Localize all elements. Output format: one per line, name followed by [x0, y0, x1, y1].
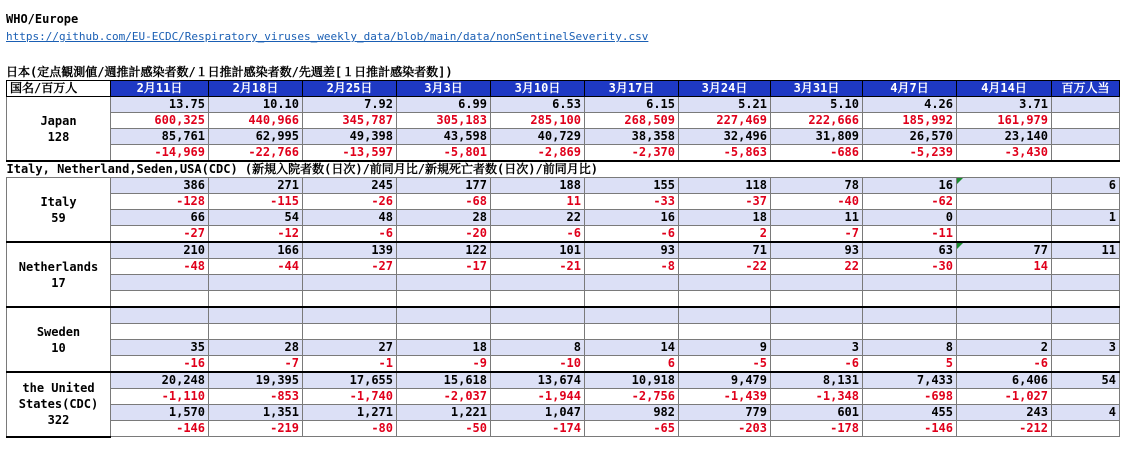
value-cell: 48	[303, 210, 397, 226]
value-cell: 28	[209, 340, 303, 356]
value-cell: 3.71	[957, 97, 1052, 113]
value-cell: -5,863	[679, 145, 771, 162]
value-cell	[397, 291, 491, 308]
value-cell: 9,479	[679, 372, 771, 389]
value-cell: -5,239	[863, 145, 957, 162]
value-cell	[1052, 307, 1120, 324]
value-cell: 35	[111, 340, 209, 356]
value-cell: -178	[771, 421, 863, 437]
value-cell: 2	[679, 226, 771, 243]
value-cell: 210	[111, 242, 209, 259]
source-link[interactable]: https://github.com/EU-ECDC/Respiratory_viruses_weekly_data/blob/main/data/nonSentinelSeverity.csv	[6, 30, 649, 43]
value-cell: 118	[679, 178, 771, 194]
value-cell: 271	[209, 178, 303, 194]
value-cell	[303, 275, 397, 291]
value-cell: 16	[585, 210, 679, 226]
value-cell: 177	[397, 178, 491, 194]
value-cell: 54	[1052, 372, 1120, 389]
value-cell: 31,809	[771, 129, 863, 145]
value-cell: 14	[585, 340, 679, 356]
country-cell	[7, 372, 111, 437]
value-cell: 40,729	[491, 129, 585, 145]
value-cell: -6	[771, 356, 863, 373]
value-cell: -7	[771, 226, 863, 243]
value-cell	[771, 291, 863, 308]
table-row	[7, 324, 1120, 340]
value-cell: 13,674	[491, 372, 585, 389]
value-cell: 22	[491, 210, 585, 226]
value-cell: 93	[585, 242, 679, 259]
value-cell: 4	[1052, 405, 1120, 421]
value-cell: 6	[1052, 178, 1120, 194]
section-title-row	[7, 161, 1120, 178]
value-cell: 601	[771, 405, 863, 421]
value-cell: -203	[679, 421, 771, 437]
column-header: 4月7日	[863, 81, 957, 97]
value-cell	[111, 324, 209, 340]
value-cell	[1052, 389, 1120, 405]
table-row	[7, 210, 1120, 226]
country-cell	[7, 178, 111, 243]
value-cell: 27	[303, 340, 397, 356]
column-header: 3月3日	[397, 81, 491, 97]
value-cell: 62,995	[209, 129, 303, 145]
value-cell	[863, 324, 957, 340]
value-cell: -40	[771, 194, 863, 210]
value-cell	[1052, 226, 1120, 243]
column-header: 3月31日	[771, 81, 863, 97]
country-cell	[7, 242, 111, 307]
value-cell: -44	[209, 259, 303, 275]
value-cell: -14,969	[111, 145, 209, 162]
value-cell	[1052, 275, 1120, 291]
table-row	[7, 129, 1120, 145]
value-cell	[679, 275, 771, 291]
value-cell: 243	[957, 405, 1052, 421]
table-row	[7, 405, 1120, 421]
value-cell	[957, 210, 1052, 226]
table-row	[7, 307, 1120, 324]
value-cell: -5,801	[397, 145, 491, 162]
value-cell: -1,944	[491, 389, 585, 405]
value-cell	[209, 291, 303, 308]
value-cell	[771, 324, 863, 340]
value-cell: -1,439	[679, 389, 771, 405]
value-cell	[1052, 421, 1120, 437]
value-cell: 166	[209, 242, 303, 259]
value-cell: 20,248	[111, 372, 209, 389]
value-cell: 18	[679, 210, 771, 226]
value-cell: -2,869	[491, 145, 585, 162]
value-cell: 6.99	[397, 97, 491, 113]
data-table	[6, 80, 1120, 438]
value-cell: 139	[303, 242, 397, 259]
value-cell: 6	[585, 356, 679, 373]
value-cell	[111, 275, 209, 291]
value-cell: 5	[863, 356, 957, 373]
value-cell: 3	[771, 340, 863, 356]
value-cell	[957, 194, 1052, 210]
value-cell: 7.92	[303, 97, 397, 113]
section-title: Italy, Netherland,Seden,USA(CDC) (新規入院者数(日次)/前同月比/新規死亡者数(日次)/前同月比)	[7, 161, 1120, 178]
value-cell: 1	[1052, 210, 1120, 226]
value-cell: -5	[679, 356, 771, 373]
column-header: 3月17日	[585, 81, 679, 97]
value-cell: 188	[491, 178, 585, 194]
value-cell	[491, 307, 585, 324]
value-cell: 11	[1052, 242, 1120, 259]
value-cell	[1052, 113, 1120, 129]
value-cell	[585, 307, 679, 324]
value-cell: 8	[863, 340, 957, 356]
value-cell: -698	[863, 389, 957, 405]
value-cell: 2	[957, 340, 1052, 356]
value-cell: 49,398	[303, 129, 397, 145]
value-cell: -174	[491, 421, 585, 437]
value-cell	[491, 291, 585, 308]
value-cell: -128	[111, 194, 209, 210]
value-cell: -7	[209, 356, 303, 373]
value-cell	[1052, 129, 1120, 145]
value-cell: -30	[863, 259, 957, 275]
table-title: 日本(定点観測値/週推計感染者数/１日推計感染者数/先週差[１日推計感染者数])	[6, 65, 453, 79]
value-cell: 245	[303, 178, 397, 194]
value-cell: 1,351	[209, 405, 303, 421]
value-cell: -22	[679, 259, 771, 275]
value-cell	[957, 291, 1052, 308]
value-cell: -1,027	[957, 389, 1052, 405]
country-population: 10	[51, 340, 66, 355]
value-cell: 440,966	[209, 113, 303, 129]
column-header: 2月25日	[303, 81, 397, 97]
value-cell: 7,433	[863, 372, 957, 389]
table-row	[7, 242, 1120, 259]
table-row	[7, 291, 1120, 308]
value-cell: 5.21	[679, 97, 771, 113]
value-cell	[303, 307, 397, 324]
value-cell: -50	[397, 421, 491, 437]
value-cell: 11	[771, 210, 863, 226]
value-cell	[863, 307, 957, 324]
value-cell: 3	[1052, 340, 1120, 356]
value-cell: -1	[303, 356, 397, 373]
value-cell	[1052, 194, 1120, 210]
value-cell: 6.15	[585, 97, 679, 113]
value-cell: -21	[491, 259, 585, 275]
column-header: 2月18日	[209, 81, 303, 97]
table-row	[7, 421, 1120, 437]
value-cell: 1,221	[397, 405, 491, 421]
value-cell	[303, 324, 397, 340]
value-cell	[679, 291, 771, 308]
value-cell: -1,740	[303, 389, 397, 405]
value-cell: -6	[585, 226, 679, 243]
value-cell: 15,618	[397, 372, 491, 389]
value-cell: -212	[957, 421, 1052, 437]
value-cell: 66	[111, 210, 209, 226]
value-cell: 101	[491, 242, 585, 259]
country-cell	[7, 307, 111, 372]
value-cell	[1052, 259, 1120, 275]
value-cell: 38,358	[585, 129, 679, 145]
value-cell: 600,325	[111, 113, 209, 129]
value-cell	[397, 307, 491, 324]
value-cell	[111, 291, 209, 308]
value-cell	[585, 275, 679, 291]
source-title: WHO/Europe	[6, 12, 79, 26]
table-row	[7, 372, 1120, 389]
value-cell: -11	[863, 226, 957, 243]
value-cell: -80	[303, 421, 397, 437]
value-cell: -6	[303, 226, 397, 243]
value-cell: -8	[585, 259, 679, 275]
value-cell: -22,766	[209, 145, 303, 162]
column-header: 4月14日	[957, 81, 1052, 97]
value-cell: 185,992	[863, 113, 957, 129]
value-cell: 18	[397, 340, 491, 356]
value-cell: 10,918	[585, 372, 679, 389]
value-cell	[209, 307, 303, 324]
value-cell: 8,131	[771, 372, 863, 389]
value-cell: 268,509	[585, 113, 679, 129]
value-cell: 54	[209, 210, 303, 226]
value-cell: -27	[111, 226, 209, 243]
value-cell: 455	[863, 405, 957, 421]
value-cell: -9	[397, 356, 491, 373]
value-cell	[1052, 324, 1120, 340]
value-cell	[1052, 291, 1120, 308]
column-header: 百万人当	[1052, 81, 1120, 97]
value-cell: 155	[585, 178, 679, 194]
value-cell	[679, 324, 771, 340]
value-cell	[303, 291, 397, 308]
value-cell: -27	[303, 259, 397, 275]
value-cell: 4.26	[863, 97, 957, 113]
value-cell: 1,570	[111, 405, 209, 421]
country-population: 17	[51, 275, 66, 290]
table-row	[7, 97, 1120, 113]
value-cell	[111, 307, 209, 324]
value-cell: -37	[679, 194, 771, 210]
table-row	[7, 194, 1120, 210]
value-cell: 19,395	[209, 372, 303, 389]
value-cell: 77	[957, 242, 1052, 259]
value-cell: -146	[863, 421, 957, 437]
value-cell: 22	[771, 259, 863, 275]
value-cell	[209, 275, 303, 291]
value-cell: -2,037	[397, 389, 491, 405]
value-cell: -17	[397, 259, 491, 275]
value-cell: -12	[209, 226, 303, 243]
value-cell: 23,140	[957, 129, 1052, 145]
country-population: 322	[47, 413, 70, 428]
value-cell	[491, 324, 585, 340]
value-cell: -48	[111, 259, 209, 275]
value-cell: -26	[303, 194, 397, 210]
value-cell: 5.10	[771, 97, 863, 113]
value-cell: 161,979	[957, 113, 1052, 129]
value-cell	[585, 324, 679, 340]
value-cell: 386	[111, 178, 209, 194]
table-row	[7, 356, 1120, 373]
table-row	[7, 275, 1120, 291]
value-cell: -686	[771, 145, 863, 162]
value-cell	[863, 291, 957, 308]
country-name: the United	[22, 381, 95, 396]
value-cell	[771, 307, 863, 324]
country-name: Netherlands	[18, 259, 99, 274]
value-cell: -65	[585, 421, 679, 437]
value-cell: 78	[771, 178, 863, 194]
value-cell: -68	[397, 194, 491, 210]
column-header: 国名/百万人	[7, 81, 111, 97]
value-cell: -33	[585, 194, 679, 210]
value-cell: -2,370	[585, 145, 679, 162]
table-row	[7, 113, 1120, 129]
value-cell	[679, 307, 771, 324]
value-cell: 6,406	[957, 372, 1052, 389]
table-row	[7, 259, 1120, 275]
value-cell: 6.53	[491, 97, 585, 113]
table-row	[7, 178, 1120, 194]
country-population: 128	[47, 129, 70, 144]
value-cell: 71	[679, 242, 771, 259]
value-cell: 9	[679, 340, 771, 356]
country-cell	[7, 97, 111, 162]
value-cell: 122	[397, 242, 491, 259]
value-cell: 11	[491, 194, 585, 210]
value-cell	[209, 324, 303, 340]
country-population: 59	[51, 210, 66, 225]
value-cell: 10.10	[209, 97, 303, 113]
value-cell: 222,666	[771, 113, 863, 129]
value-cell: 305,183	[397, 113, 491, 129]
value-cell: -20	[397, 226, 491, 243]
value-cell: -115	[209, 194, 303, 210]
value-cell: 285,100	[491, 113, 585, 129]
column-header: 2月11日	[111, 81, 209, 97]
table-row	[7, 145, 1120, 162]
value-cell	[957, 324, 1052, 340]
value-cell: 345,787	[303, 113, 397, 129]
value-cell: -62	[863, 194, 957, 210]
value-cell: 93	[771, 242, 863, 259]
value-cell: 227,469	[679, 113, 771, 129]
value-cell	[1052, 97, 1120, 113]
country-name: Japan	[40, 113, 77, 128]
value-cell	[1052, 356, 1120, 373]
value-cell: 8	[491, 340, 585, 356]
value-cell: -10	[491, 356, 585, 373]
value-cell: -13,597	[303, 145, 397, 162]
value-cell: 779	[679, 405, 771, 421]
value-cell: 1,047	[491, 405, 585, 421]
value-cell: -3,430	[957, 145, 1052, 162]
table-row	[7, 340, 1120, 356]
value-cell: -1,348	[771, 389, 863, 405]
value-cell: 63	[863, 242, 957, 259]
header-row	[7, 81, 1120, 97]
value-cell	[957, 178, 1052, 194]
value-cell	[957, 307, 1052, 324]
value-cell: -6	[491, 226, 585, 243]
value-cell: 28	[397, 210, 491, 226]
value-cell	[771, 275, 863, 291]
value-cell: -16	[111, 356, 209, 373]
value-cell: 26,570	[863, 129, 957, 145]
column-header: 3月24日	[679, 81, 771, 97]
table-row	[7, 389, 1120, 405]
value-cell	[1052, 145, 1120, 162]
value-cell	[863, 275, 957, 291]
table-row	[7, 226, 1120, 243]
value-cell: 13.75	[111, 97, 209, 113]
column-header: 3月10日	[491, 81, 585, 97]
value-cell: 0	[863, 210, 957, 226]
value-cell: -146	[111, 421, 209, 437]
value-cell: 16	[863, 178, 957, 194]
value-cell	[957, 226, 1052, 243]
value-cell: 32,496	[679, 129, 771, 145]
value-cell: -219	[209, 421, 303, 437]
value-cell: 982	[585, 405, 679, 421]
value-cell: 14	[957, 259, 1052, 275]
value-cell: 17,655	[303, 372, 397, 389]
value-cell	[397, 275, 491, 291]
country-name: Italy	[40, 194, 77, 209]
country-name: Sweden	[36, 324, 81, 339]
value-cell	[397, 324, 491, 340]
country-name: States(CDC)	[18, 397, 99, 412]
value-cell	[585, 291, 679, 308]
value-cell	[491, 275, 585, 291]
value-cell: 1,271	[303, 405, 397, 421]
value-cell: -1,110	[111, 389, 209, 405]
value-cell: -2,756	[585, 389, 679, 405]
value-cell: 85,761	[111, 129, 209, 145]
value-cell: -6	[957, 356, 1052, 373]
value-cell: -853	[209, 389, 303, 405]
value-cell: 43,598	[397, 129, 491, 145]
value-cell	[957, 275, 1052, 291]
